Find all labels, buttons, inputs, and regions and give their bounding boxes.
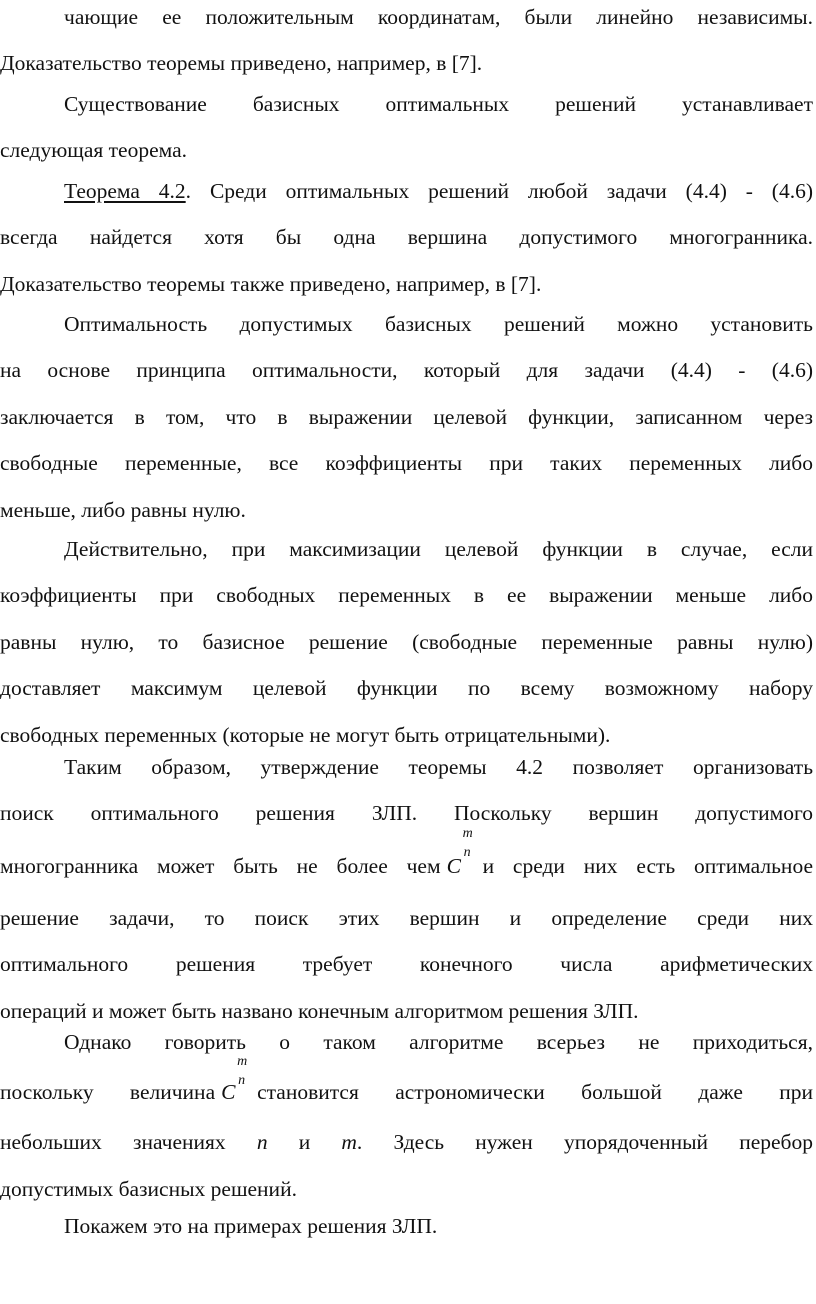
text-line: Таким образом, утверждение теоремы 4.2 позволяет организовать	[64, 755, 813, 779]
text-line: равны нулю, то базисное решение (свободные переменные равны нулю)	[0, 629, 813, 654]
theorem-label: Теорема 4.2	[64, 179, 186, 203]
text-line: Действительно, при максимизации целевой функции в случае, если	[64, 537, 813, 561]
text-line: на основе принципа оптимальности, который для задачи (4.4) - (4.6)	[0, 358, 813, 383]
text-fragment: многогранника может быть не более чем	[0, 853, 441, 878]
binomial-formula	[446, 825, 477, 895]
formula-base: C	[446, 853, 461, 878]
text-line: коэффициенты при свободных переменных в ее выражении меньше либо	[0, 583, 813, 608]
text-fragment: небольших значениях	[0, 1130, 226, 1155]
text-line: меньше, либо равны нулю.	[0, 497, 246, 522]
text-line: поиск оптимального решения ЗЛП. Поскольку вершин допустимого	[0, 801, 813, 826]
paragraph-4	[0, 301, 813, 533]
text-line: . Среди оптимальных решений любой задачи (4.4) - (4.6)	[185, 179, 813, 203]
text-fragment: поскольку величина	[0, 1080, 216, 1105]
math-variable-n: n	[256, 1130, 268, 1155]
text-line: операций и может быть названо конечным алгоритмом решения ЗЛП.	[0, 998, 639, 1023]
paragraph-6	[0, 744, 813, 1034]
text-fragment: . Здесь нужен упорядоченный перебор	[356, 1130, 813, 1155]
text-fragment: становится астрономически большой даже при	[257, 1080, 813, 1105]
text-line: свободные переменные, все коэффициенты при таких переменных либо	[0, 451, 813, 476]
text-line: решение задачи, то поиск этих вершин и определение среди них	[0, 905, 813, 930]
text-line: всегда найдется хотя бы одна вершина допустимого многогранника.	[0, 225, 813, 250]
formula-base: C	[221, 1080, 236, 1105]
text-line: Однако говорить о таком алгоритме всерьез не приходиться,	[64, 1030, 813, 1054]
paragraph-3-theorem	[0, 168, 813, 307]
paragraph-2	[0, 81, 813, 174]
paragraph-5	[0, 526, 813, 758]
formula-superscript: m	[237, 1054, 248, 1070]
text-line: чающие ее положительным координатам, были линейно независимы.	[64, 5, 813, 29]
math-variable-m: m	[341, 1130, 357, 1155]
binomial-formula	[221, 1054, 251, 1119]
text-line: Доказательство теоремы приведено, например, в [7].	[0, 51, 483, 76]
text-fragment: и среди них есть оптимальное	[482, 853, 813, 878]
text-line: оптимального решения требует конечного числа арифметических	[0, 952, 813, 977]
paragraph-7	[0, 1019, 813, 1212]
text-line: заключается в том, что в выражении целевой функции, записанном через	[0, 404, 813, 429]
text-line: допустимых базисных решений.	[0, 1176, 297, 1201]
text-fragment: и	[298, 1130, 311, 1155]
formula-subscript: n	[463, 844, 471, 860]
paragraph-1	[0, 0, 813, 87]
formula-superscript: m	[462, 825, 473, 841]
text-line: Доказательство теоремы также приведено, например, в [7].	[0, 271, 542, 296]
text-line: Оптимальность допустимых базисных решений можно установить	[64, 312, 813, 336]
text-line: Покажем это на примерах решения ЗЛП.	[64, 1214, 438, 1238]
paragraph-8	[0, 1203, 813, 1249]
text-line: доставляет максимум целевой функции по всему возможному набору	[0, 676, 813, 701]
formula-subscript: n	[238, 1073, 246, 1089]
text-line: Существование базисных оптимальных решений устанавливает	[64, 92, 813, 116]
text-line: следующая теорема.	[0, 138, 188, 163]
text-line: свободных переменных (которые не могут быть отрицательными).	[0, 722, 611, 747]
